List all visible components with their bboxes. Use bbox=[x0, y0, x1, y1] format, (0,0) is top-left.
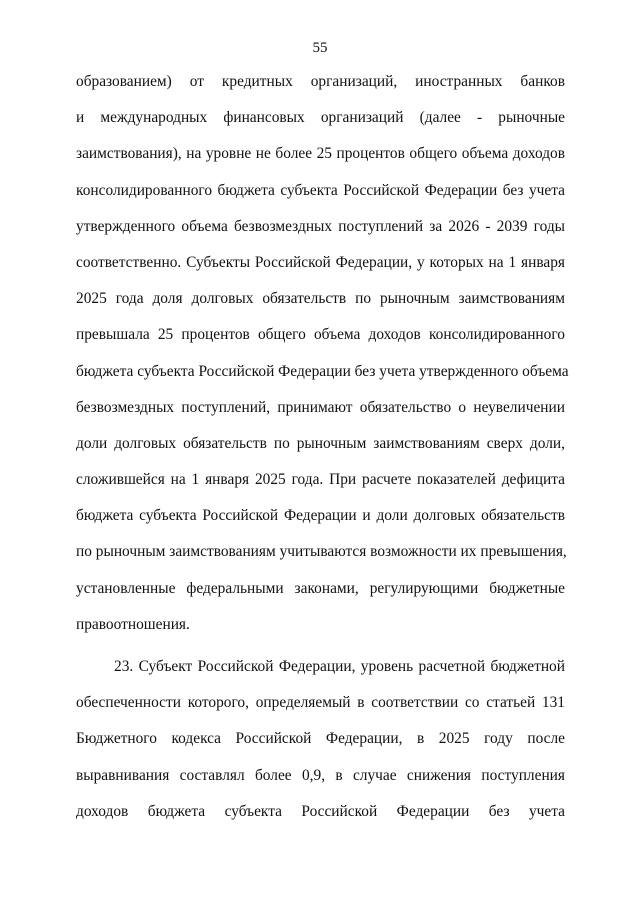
text-line: соответственно. Субъекты Российской Федерации, у которых на 1 января bbox=[76, 253, 565, 271]
text-line: 23. Субъект Российской Федерации, уровень расчетной бюджетной bbox=[114, 658, 565, 675]
paragraph-2 bbox=[76, 655, 565, 836]
text-line: обеспеченности которого, определяемый в соответствии со статьей 131 bbox=[76, 694, 565, 712]
text-line: консолидированного бюджета субъекта Российской Федерации без учета bbox=[76, 181, 565, 199]
page-number: 55 bbox=[312, 40, 328, 56]
text-line: правоотношения. bbox=[76, 615, 190, 633]
text-line: и международных финансовых организаций (далее - рыночные bbox=[76, 109, 565, 127]
paragraph-1 bbox=[76, 70, 569, 649]
text-line: бюджета субъекта Российской Федерации без учета утвержденного объема bbox=[76, 362, 569, 380]
text-line: образованием) от кредитных организаций, иностранных банков bbox=[76, 73, 565, 90]
text-line: бюджета субъекта Российской Федерации и доли долговых обязательств bbox=[76, 507, 565, 525]
body-text bbox=[76, 70, 569, 836]
text-line: по рыночным заимствованиям учитываются возможности их превышения, bbox=[76, 543, 567, 561]
text-line: превышала 25 процентов общего объема доходов консолидированного bbox=[76, 326, 565, 344]
text-line: выравнивания составлял более 0,9, в случае снижения поступления bbox=[76, 766, 565, 784]
text-line: сложившейся на 1 января 2025 года. При расчете показателей дефицита bbox=[76, 471, 565, 489]
text-line: безвозмездных поступлений, принимают обязательство о неувеличении bbox=[76, 398, 565, 416]
text-line: утвержденного объема безвозмездных поступлений за 2026 - 2039 годы bbox=[76, 217, 565, 235]
text-line: Бюджетного кодекса Российской Федерации, в 2025 году после bbox=[76, 730, 565, 748]
text-line: доходов бюджета субъекта Российской Федерации без учета bbox=[76, 802, 565, 820]
text-line: заимствования), на уровне не более 25 процентов общего объема доходов bbox=[76, 145, 565, 163]
text-line: доли долговых обязательств по рыночным заимствованиям сверх доли, bbox=[76, 434, 565, 452]
text-line: установленные федеральными законами, регулирующими бюджетные bbox=[76, 579, 565, 597]
text-line: 2025 года доля долговых обязательств по рыночным заимствованиям bbox=[76, 290, 565, 308]
